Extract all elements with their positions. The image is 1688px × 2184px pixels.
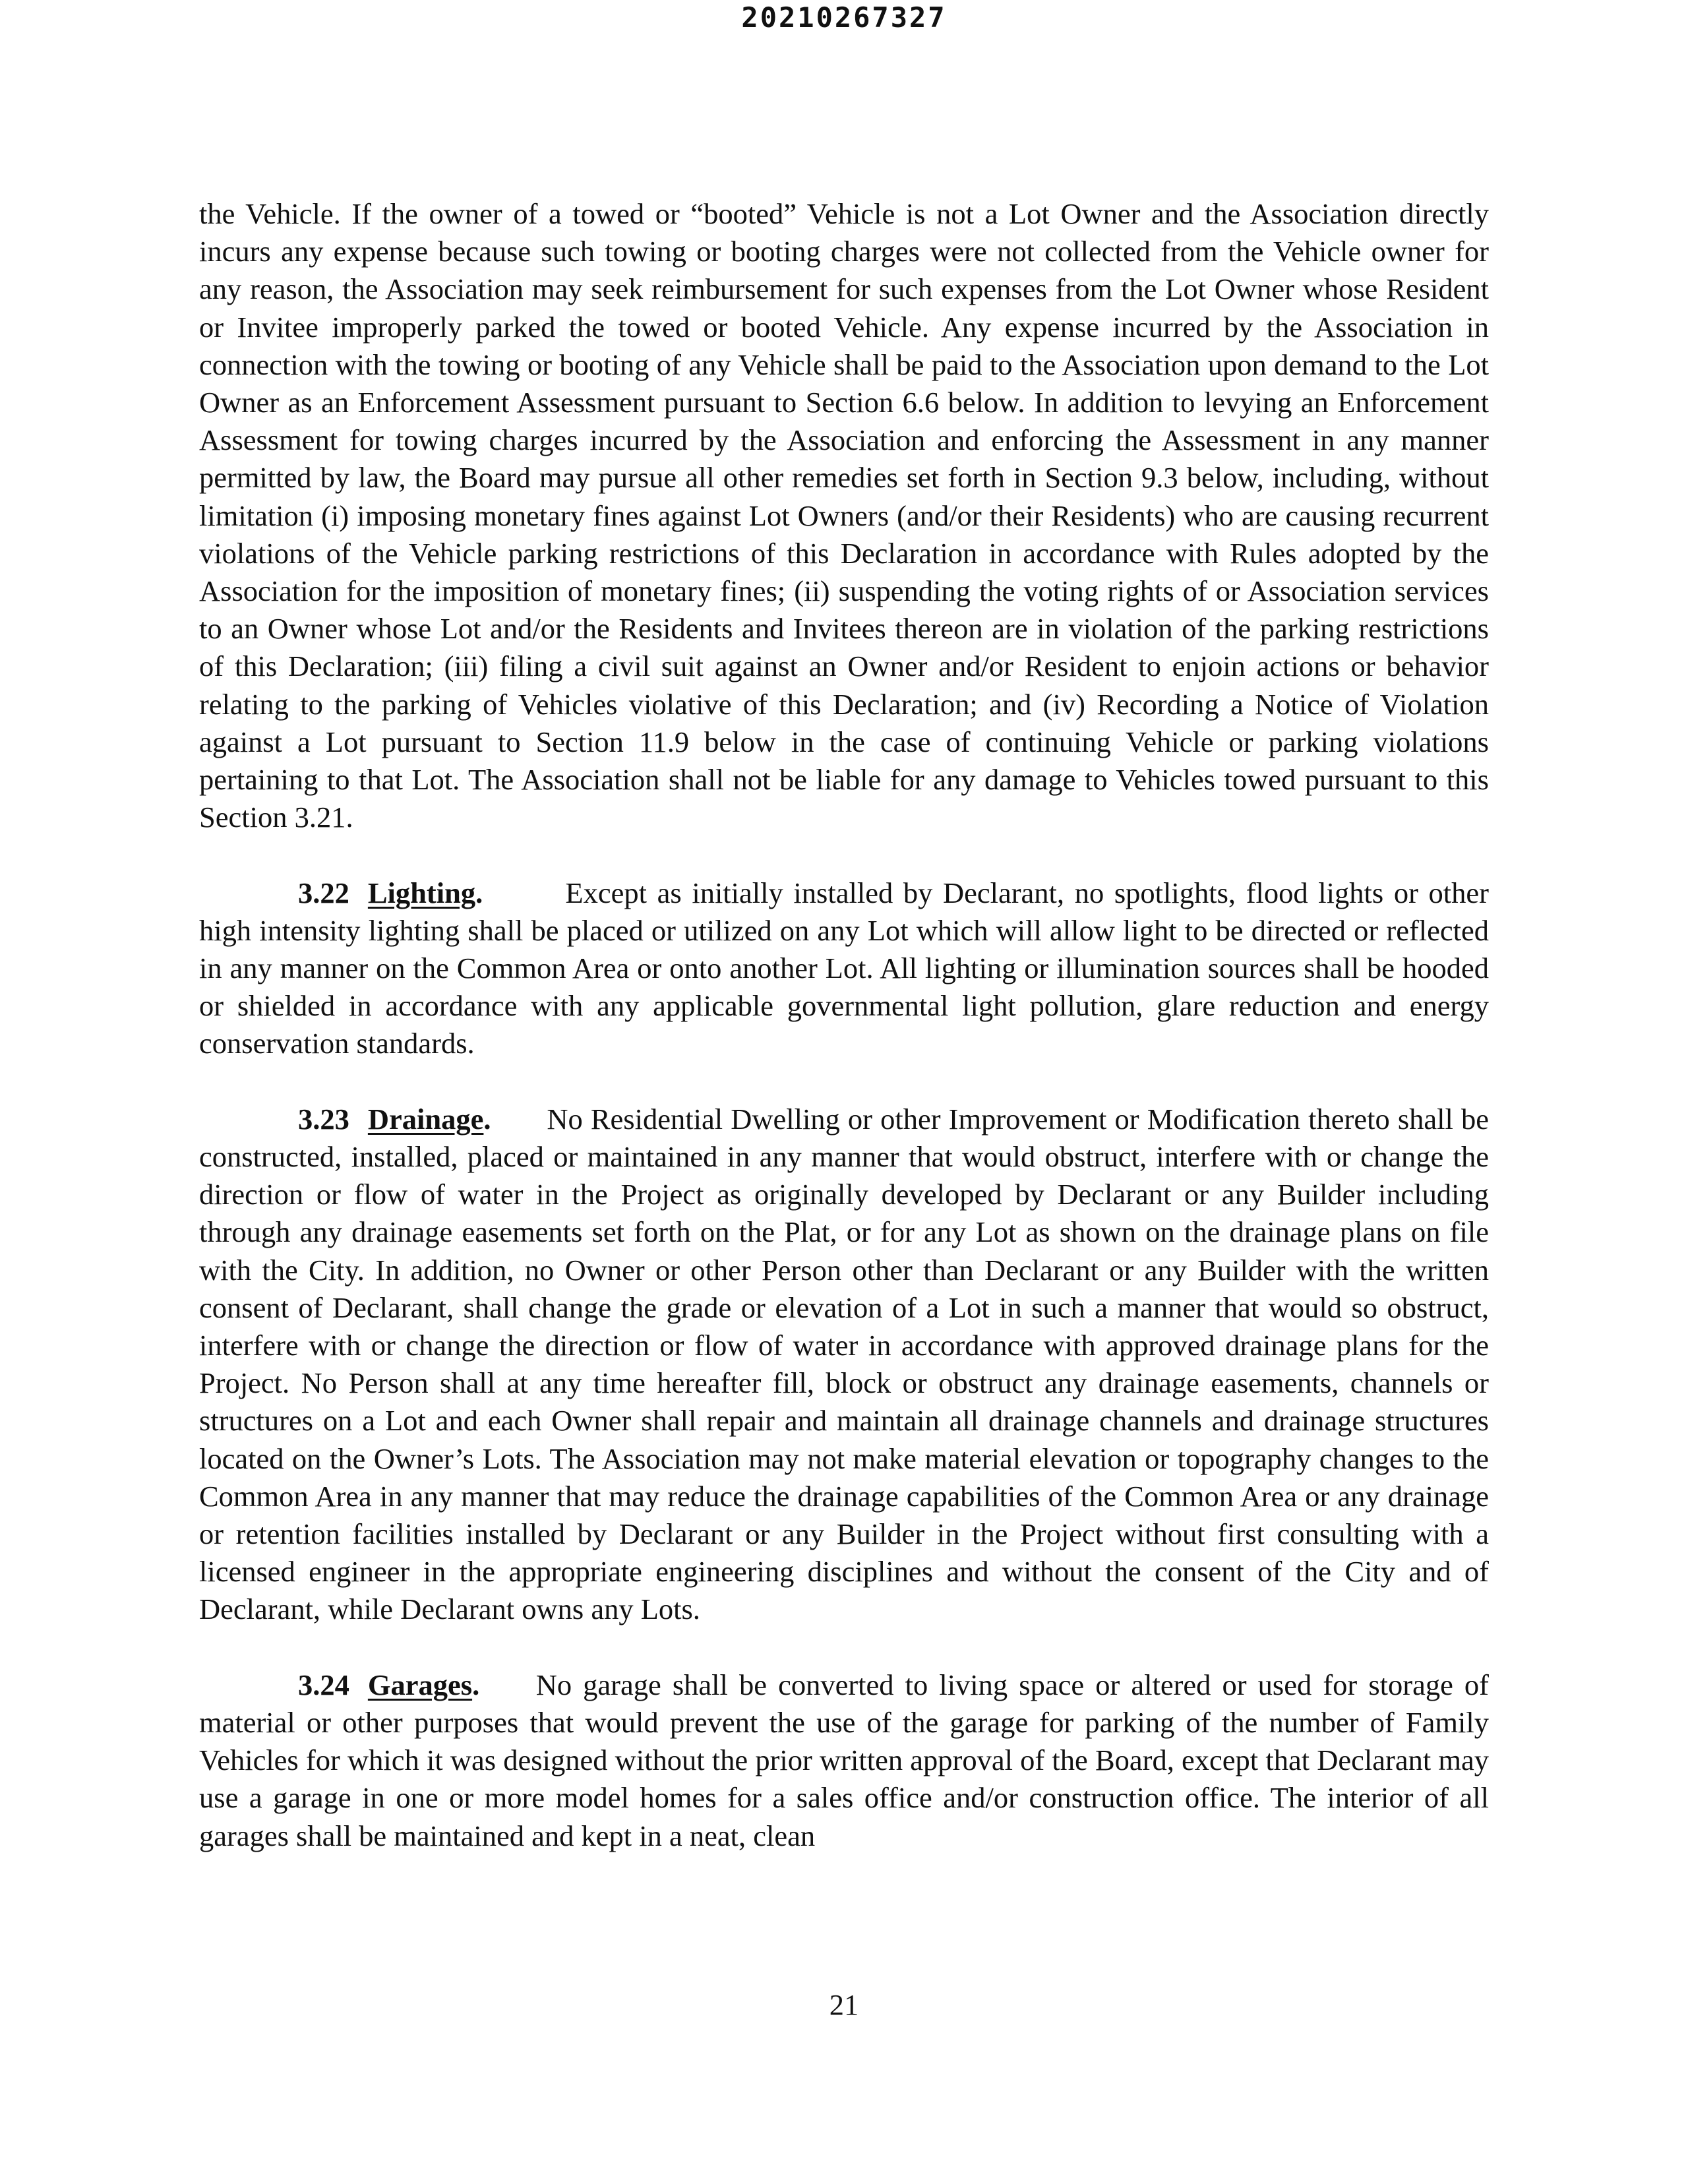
section-text: No Residential Dwelling or other Improvement or Modification thereto shall be constructed, installed, placed or maintained in any manner that would obstruct, interfere with or change the direction or flow of water in the Project as originally developed by Declarant or any Builder including through any drainage easements set forth on the Plat, or for any Lot as shown on the drainage plans on file with the City. In addition, no Owner or other Person other than Declarant or any Builder with the written consent of Declarant, shall change the grade or elevation of a Lot in such a manner that would so obstruct, interfere with or change the direction or flow of water in accordance with approved drainage plans for the Project. No Person shall at any time hereafter fill, block or obstruct any drainage easements, channels or structures on a Lot and each Owner shall repair and maintain all drainage channels and drainage structures located on the Owner’s Lots. The Association may not make material elevation or topography changes to the Common Area in any manner that may reduce the drainage capabilities of the Common Area or any drainage or retention facilities installed by Declarant or any Builder in the Project without first consulting with a licensed engineer in the appropriate engineering disciplines and without the consent of the City and of Declarant, while Declarant owns any Lots. [199, 1102, 1490, 1626]
page-number: 21 [829, 1988, 859, 2021]
section-title-suffix: . [483, 1102, 491, 1136]
section-title-suffix: . [472, 1668, 480, 1701]
section-title: Garages [367, 1668, 473, 1701]
section-title-suffix: . [475, 876, 483, 909]
section-3-24-paragraph [199, 1666, 1489, 1855]
section-number: 3.24 [298, 1668, 349, 1701]
section-number: 3.23 [298, 1102, 349, 1136]
section-3-23-paragraph [199, 1101, 1489, 1629]
section-title: Drainage [367, 1102, 484, 1136]
section-text: Except as initially installed by Declarant, no spotlights, flood lights or other high intensity lighting shall be placed or utilized on any Lot which will allow light to be directed or reflected in any manner on the Common Area or onto another Lot. All lighting or illumination sources shall be hooded or shielded in accordance with any applicable governmental light pollution, glare reduction and energy conservation standards. [199, 876, 1489, 1060]
document-body [199, 195, 1489, 1855]
section-number: 3.22 [298, 876, 349, 909]
continuation-paragraph: the Vehicle. If the owner of a towed or “booted” Vehicle is not a Lot Owner and the Association directly incurs any expense because such towing or booting charges were not collected from the Vehicle owner for any reason, the Association may seek reimbursement for such expenses from the Lot Owner whose Resident or Invitee improperly parked the towed or booted Vehicle. Any expense incurred by the Association in connection with the towing or booting of any Vehicle shall be paid to the Association upon demand to the Lot Owner as an Enforcement Assessment pursuant to Section 6.6 below. In addition to levying an Enforcement Assessment for towing charges incurred by the Association and enforcing the Assessment in any manner permitted by law, the Board may pursue all other remedies set forth in Section 9.3 below, including, without limitation (i) imposing monetary fines against Lot Owners (and/or their Residents) who are causing recurrent violations of the Vehicle parking restrictions of this Declaration in accordance with Rules adopted by the Association for the imposition of monetary fines; (ii) suspending the voting rights of or Association services to an Owner whose Lot and/or the Residents and Invitees thereon are in violation of the parking restrictions of this Declaration; (iii) filing a civil suit against an Owner and/or Resident to enjoin actions or behavior relating to the parking of Vehicles violative of this Declaration; and (iv) Recording a Notice of Violation against a Lot pursuant to Section 11.9 below in the case of continuing Vehicle or parking violations pertaining to that Lot. The Association shall not be liable for any damage to Vehicles towed pursuant to this Section 3.21. [199, 197, 1489, 834]
section-3-22-paragraph [199, 874, 1489, 1063]
document-number: 20210267327 [741, 1, 947, 34]
section-title: Lighting [367, 876, 476, 909]
section-text: No garage shall be converted to living space or altered or used for storage of material or other purposes that would prevent the use of the garage for parking of the number of Family Vehicles for which it was designed without the prior written approval of the Board, except that Declarant may use a garage in one or more model homes for a sales office and/or construction office. The interior of all garages shall be maintained and kept in a neat, clean [199, 1668, 1490, 1852]
